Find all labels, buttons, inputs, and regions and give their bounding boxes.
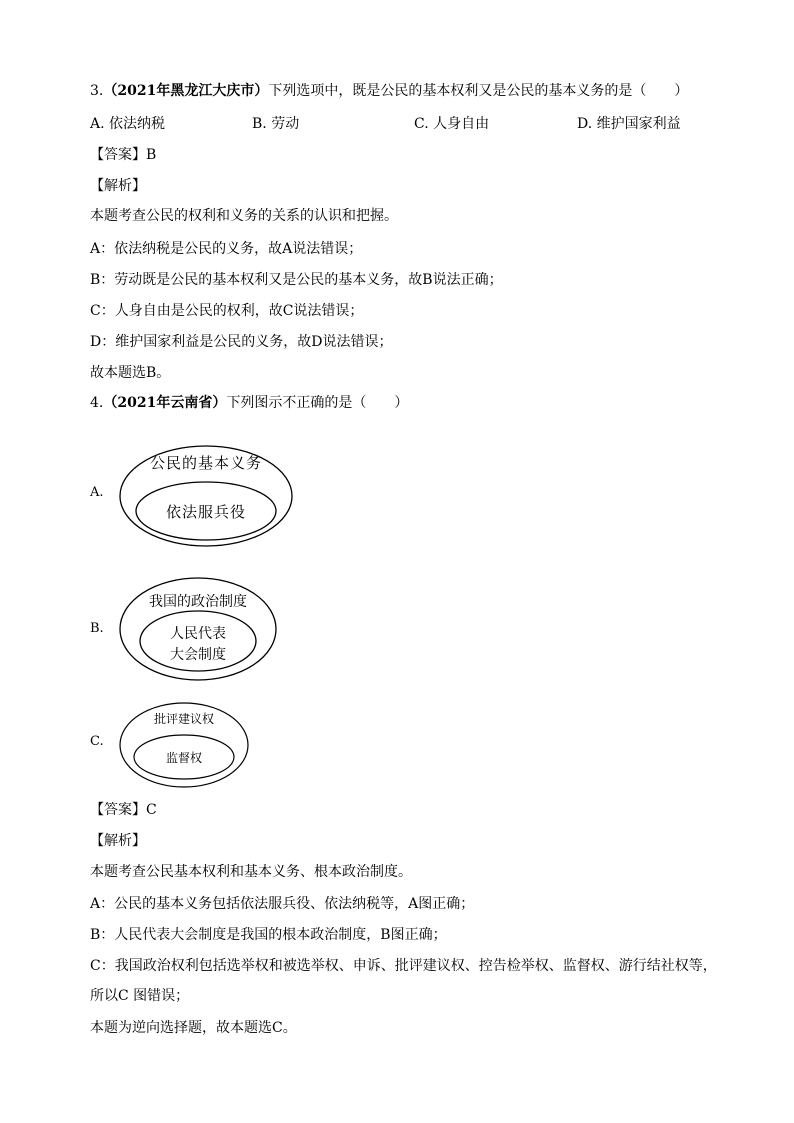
q4-analysis-line: C：我国政治权利包括选举权和被选举权、申诉、批评建议权、控告检举权、监督权、游行结社权等， (90, 958, 717, 974)
q3-analysis-tag: 【解析】 (90, 178, 146, 194)
option-label: A. (90, 116, 105, 132)
q3-option-d (577, 114, 681, 134)
diagram-a-outer-text: 公民的基本义务 (149, 454, 263, 472)
q4-analysis-line: 本题考查公民基本权利和基本义务、根本政治制度。 (90, 864, 412, 880)
q4-number: 4. (90, 395, 104, 411)
q4-analysis-tag: 【解析】 (90, 833, 146, 849)
answer-tag: 【答案】 (90, 147, 146, 163)
q3-stem: 下列选项中，既是公民的基本权利又是公民的基本义务的是（ ） (268, 83, 689, 99)
diagram-c (118, 701, 252, 791)
q3-option-a (90, 114, 165, 134)
q3-option-b (252, 114, 299, 134)
diagram-c-inner-text: 监督权 (165, 751, 203, 765)
option-label: C. (414, 116, 429, 132)
q4-analysis-line: 本题为逆向选择题，故本题选C。 (90, 1020, 297, 1036)
diagram-b (118, 574, 282, 686)
diagram-b-label: B. (90, 621, 104, 636)
diagram-b-outer-text: 我国的政治制度 (149, 594, 247, 610)
answer-value: C (146, 802, 157, 818)
option-text: 依法纳税 (109, 116, 166, 132)
q3-stem-line (90, 81, 688, 101)
option-label: D. (577, 116, 593, 132)
q3-analysis-line: B：劳动既是公民的基本权利又是公民的基本义务，故B说法正确； (90, 272, 503, 288)
q4-source: （2021年云南省） (103, 395, 227, 411)
diagram-a (118, 440, 298, 550)
option-text: 维护国家利益 (596, 116, 681, 132)
q4-analysis-line: A：公民的基本义务包括依法服兵役、依法纳税等，A图正确； (90, 896, 475, 912)
answer-tag: 【答案】 (90, 802, 146, 818)
diagram-a-inner-text: 依法服兵役 (165, 503, 247, 521)
q4-stem-line (90, 393, 408, 413)
q3-analysis-line: 本题考查公民的权利和义务的关系的认识和把握。 (90, 208, 398, 224)
q3-number: 3. (90, 83, 104, 99)
q4-analysis-line: 所以C 图错误； (90, 988, 190, 1004)
q3-answer-line (90, 145, 156, 165)
option-text: 人身自由 (433, 116, 490, 132)
q3-source: （2021年黑龙江大庆市） (103, 83, 269, 99)
diagram-c-outer-text: 批评建议权 (153, 712, 215, 726)
q3-analysis-line: 故本题选B。 (90, 365, 171, 381)
answer-value: B (146, 147, 157, 163)
q3-option-c (414, 114, 489, 134)
q3-analysis-line: A：依法纳税是公民的义务，故A说法错误； (90, 241, 363, 257)
q3-analysis-line: C：人身自由是公民的权利，故C说法错误； (90, 303, 364, 319)
q4-answer-line (90, 800, 157, 820)
diagram-b-inner-text-1: 人民代表 (170, 626, 226, 642)
q3-analysis-line: D：维护国家利益是公民的义务，故D说法错误； (90, 334, 393, 350)
diagram-c-label: C. (90, 734, 104, 749)
q4-stem: 下列图示不正确的是（ ） (226, 395, 409, 411)
diagram-a-label: A. (90, 485, 104, 500)
diagram-b-inner-text-2: 大会制度 (170, 647, 226, 663)
option-label: B. (252, 116, 267, 132)
q4-analysis-line: B：人民代表大会制度是我国的根本政治制度，B图正确； (90, 927, 447, 943)
option-text: 劳动 (271, 116, 300, 132)
